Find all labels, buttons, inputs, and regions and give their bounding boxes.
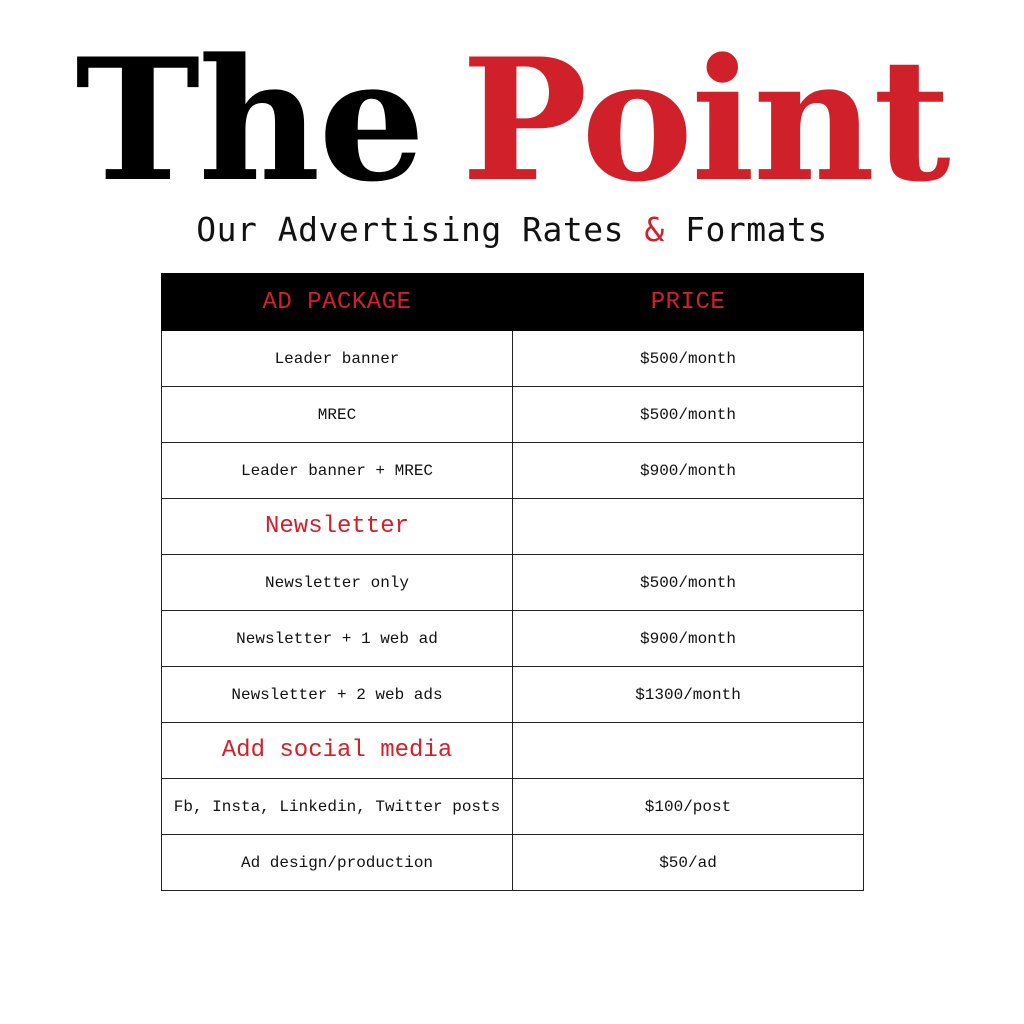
package-cell: MREC bbox=[162, 387, 513, 443]
header-ad-package: AD PACKAGE bbox=[162, 274, 513, 331]
package-cell: Newsletter only bbox=[162, 555, 513, 611]
price-cell: $1300/month bbox=[513, 667, 864, 723]
logo-word-point: Point bbox=[461, 21, 949, 219]
price-cell: $500/month bbox=[513, 555, 864, 611]
package-cell: Newsletter + 1 web ad bbox=[162, 611, 513, 667]
section-row-social-media bbox=[162, 723, 864, 779]
table-row bbox=[162, 779, 864, 835]
section-heading-newsletter: Newsletter bbox=[162, 499, 513, 555]
price-cell bbox=[513, 499, 864, 555]
table-row bbox=[162, 443, 864, 499]
table-row bbox=[162, 387, 864, 443]
price-cell: $50/ad bbox=[513, 835, 864, 891]
price-cell: $900/month bbox=[513, 611, 864, 667]
table-header-row bbox=[162, 274, 864, 331]
header-price: PRICE bbox=[513, 274, 864, 331]
price-cell: $900/month bbox=[513, 443, 864, 499]
package-cell: Ad design/production bbox=[162, 835, 513, 891]
price-cell: $500/month bbox=[513, 331, 864, 387]
table-row bbox=[162, 331, 864, 387]
table-row bbox=[162, 835, 864, 891]
package-cell: Newsletter + 2 web ads bbox=[162, 667, 513, 723]
subtitle-ampersand: & bbox=[644, 210, 665, 249]
table-row bbox=[162, 555, 864, 611]
package-cell: Leader banner bbox=[162, 331, 513, 387]
brand-logo bbox=[0, 21, 1024, 219]
subtitle-text-after: Formats bbox=[664, 210, 828, 249]
subtitle-text-before: Our Advertising Rates bbox=[196, 210, 645, 249]
table-row bbox=[162, 667, 864, 723]
price-cell: $500/month bbox=[513, 387, 864, 443]
section-row-newsletter bbox=[162, 499, 864, 555]
table-row bbox=[162, 611, 864, 667]
package-cell: Leader banner + MREC bbox=[162, 443, 513, 499]
logo-word-the: The bbox=[75, 21, 424, 219]
package-cell: Fb, Insta, Linkedin, Twitter posts bbox=[162, 779, 513, 835]
section-heading-social-media: Add social media bbox=[162, 723, 513, 779]
rates-table bbox=[161, 273, 864, 891]
price-cell: $100/post bbox=[513, 779, 864, 835]
page-subtitle bbox=[0, 207, 1024, 253]
price-cell bbox=[513, 723, 864, 779]
